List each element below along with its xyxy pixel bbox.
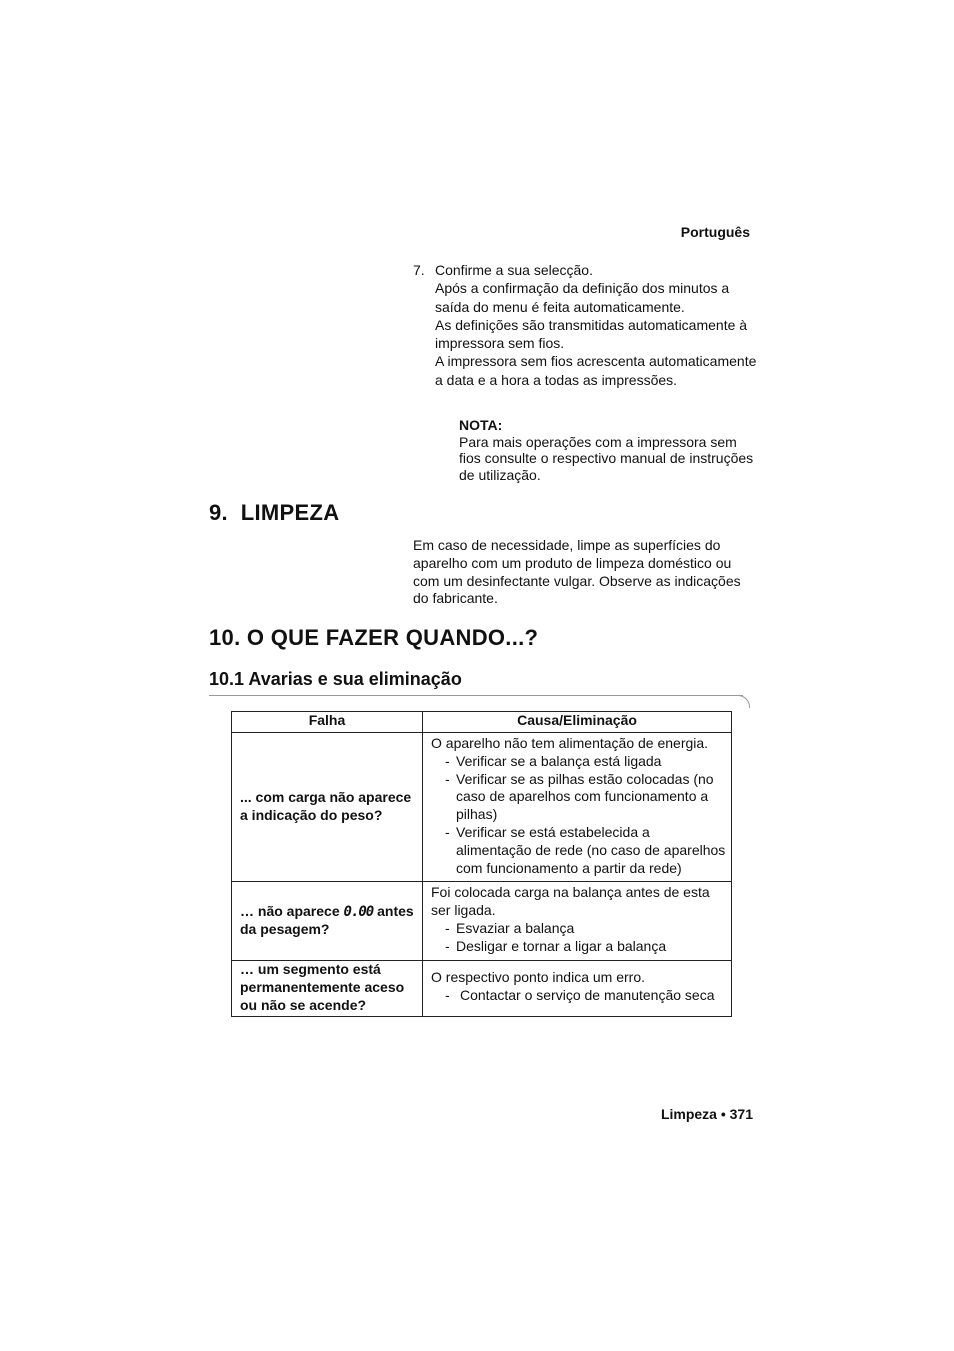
remedy-text: Desligar e tornar a ligar a balança bbox=[456, 937, 667, 954]
step-7 bbox=[413, 261, 758, 389]
note-text: Para mais operações com a impressora sem fios consulte o respectivo manual de instruções de utilização. bbox=[459, 433, 754, 483]
fault-cell: … um segmento está permanentemente aceso ou não se acende? bbox=[232, 960, 423, 1016]
section-10-heading: 10. O QUE FAZER QUANDO...? bbox=[209, 625, 539, 650]
table-header-row bbox=[232, 712, 732, 733]
step-paragraph: As definições são transmitidas automaticamente à impressora sem fios. bbox=[435, 316, 748, 352]
list-item: - Verificar se as pilhas estão colocadas (no caso de aparelhos com funcionamento a pilhas) bbox=[445, 770, 714, 823]
cause-cell bbox=[423, 882, 732, 960]
page-footer: Limpeza • 371 bbox=[660, 1106, 753, 1122]
remedy-list bbox=[445, 920, 727, 956]
note-label: NOTA: bbox=[459, 417, 503, 433]
troubleshooting-table bbox=[231, 711, 732, 1017]
fault-cell bbox=[232, 882, 423, 960]
remedy-text: Verificar se as pilhas estão colocadas (no caso de aparelhos com funcionamento a pilhas) bbox=[456, 770, 714, 823]
list-item: - Verificar se está estabelecida a alimentação de rede (no caso de aparelhos com funcionamento a partir da rede) bbox=[445, 823, 726, 876]
step-paragraph: A impressora sem fios acrescenta automaticamente a data e a hora a todas as impressões. bbox=[435, 353, 757, 388]
remedy-text: Esvaziar a balança bbox=[456, 919, 575, 936]
remedy-text: Verificar se a balança está ligada bbox=[456, 752, 662, 769]
cause-text: O aparelho não tem alimentação de energia. bbox=[431, 735, 709, 751]
remedy-text: Verificar se está estabelecida a alimentação de rede (no caso de aparelhos com funcionamento a partir da rede) bbox=[456, 823, 726, 876]
step-paragraph: Confirme a sua selecção. bbox=[435, 262, 593, 278]
cause-cell bbox=[423, 733, 732, 882]
section-9-text: Em caso de necessidade, limpe as superfícies do aparelho com um produto de limpeza doméstico ou com um desinfectante vulgar. Observe as indicações do fabricante. bbox=[413, 537, 741, 607]
remedy-list bbox=[445, 987, 727, 1005]
cause-text: Foi colocada carga na balança antes de esta ser ligada. bbox=[431, 884, 710, 919]
section-divider-corner bbox=[735, 695, 750, 708]
section-9-heading: 9. LIMPEZA bbox=[209, 500, 340, 525]
section-10-1-heading: 10.1 Avarias e sua eliminação bbox=[209, 669, 462, 689]
step-paragraph: Após a confirmação da definição dos minutos a saída do menu é feita automaticamente. bbox=[435, 280, 730, 315]
table-row bbox=[232, 960, 732, 1016]
display-readout: 0.00 bbox=[343, 903, 374, 920]
remedy-list bbox=[445, 753, 727, 878]
list-item: - Verificar se a balança está ligada bbox=[445, 752, 662, 769]
table-row bbox=[232, 733, 732, 882]
remedy-text: Contactar o serviço de manutenção seca bbox=[460, 987, 715, 1004]
column-header-cause: Causa/Eliminação bbox=[423, 712, 732, 733]
list-item: - Desligar e tornar a ligar a balança bbox=[445, 937, 667, 954]
cause-cell bbox=[423, 960, 732, 1016]
table-row bbox=[232, 882, 732, 960]
step-number: 7. bbox=[413, 262, 425, 278]
section-divider bbox=[209, 695, 743, 696]
cause-text: O respectivo ponto indica um erro. bbox=[431, 969, 645, 986]
column-header-fault: Falha bbox=[232, 712, 423, 733]
fault-text: antes da pesagem? bbox=[240, 902, 414, 938]
fault-text: … não aparece bbox=[240, 902, 340, 919]
list-item: - Esvaziar a balança bbox=[445, 919, 575, 936]
page-language-label: Português bbox=[680, 224, 750, 240]
note-box bbox=[459, 417, 759, 483]
list-item: - Contactar o serviço de manutenção seca bbox=[445, 987, 715, 1004]
fault-cell: ... com carga não aparece a indicação do peso? bbox=[232, 733, 423, 882]
